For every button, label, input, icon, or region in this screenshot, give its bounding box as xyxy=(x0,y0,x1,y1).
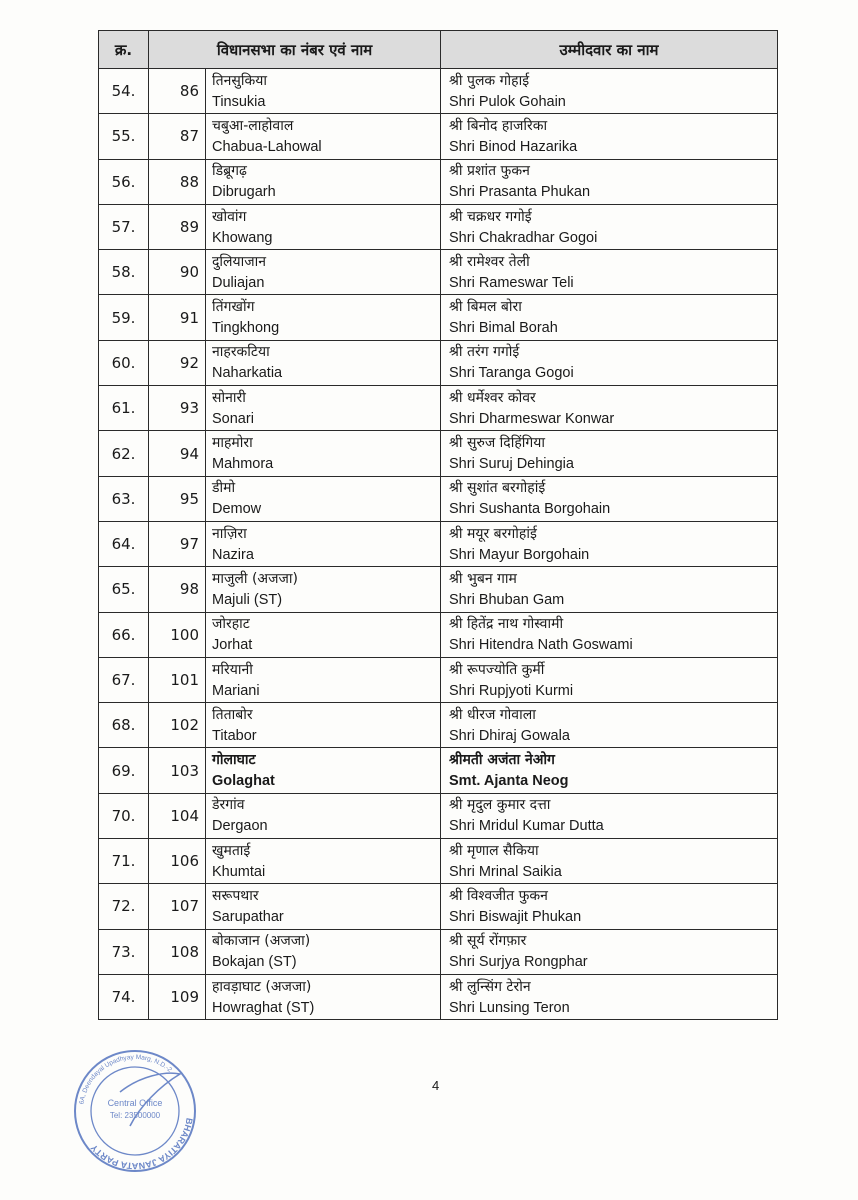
candidate-cell xyxy=(441,567,778,612)
table-row xyxy=(99,386,778,431)
constituency-cell xyxy=(206,567,441,612)
party-stamp-seal xyxy=(70,1046,200,1176)
serial-number: 54. xyxy=(99,69,149,114)
candidate-name-english: Shri Pulok Gohain xyxy=(449,93,566,110)
constituency-name-english: Khowang xyxy=(212,229,273,246)
candidate-name-english: Shri Rupjyoti Kurmi xyxy=(449,682,574,699)
table-row xyxy=(99,929,778,974)
candidate-cell xyxy=(441,521,778,566)
constituency-number: 106 xyxy=(149,839,206,884)
constituency-number: 102 xyxy=(149,703,206,748)
constituency-cell xyxy=(206,204,441,249)
candidate-cell xyxy=(441,340,778,385)
constituency-number: 87 xyxy=(149,114,206,159)
constituency-name-english: Chabua-Lahowal xyxy=(212,138,322,155)
constituency-name-english: Howraghat (ST) xyxy=(212,999,315,1016)
constituency-cell xyxy=(206,431,441,476)
candidate-name-hindi: श्री पुलक गोहाई xyxy=(449,72,530,89)
candidate-name-hindi: श्री सुशांत बरगोहांई xyxy=(449,480,546,497)
candidate-cell xyxy=(441,612,778,657)
candidate-name-english: Shri Dharmeswar Konwar xyxy=(449,410,615,427)
constituency-number: 86 xyxy=(149,69,206,114)
constituency-name-hindi: बोकाजान (अजजा) xyxy=(212,933,311,950)
table-row xyxy=(99,974,778,1019)
candidate-name-hindi: श्री मृदुल कुमार दत्ता xyxy=(449,797,551,814)
candidate-name-english: Shri Mrinal Saikia xyxy=(449,863,562,880)
serial-number: 74. xyxy=(99,974,149,1019)
serial-number: 64. xyxy=(99,521,149,566)
candidate-name-hindi: श्री मृणाल सैकिया xyxy=(449,842,539,859)
candidate-name-hindi: श्री धर्मेश्वर कोवर xyxy=(449,389,536,406)
candidate-name-english: Shri Binod Hazarika xyxy=(449,138,578,155)
constituency-name-hindi: तिनसुकिया xyxy=(212,72,267,89)
constituency-name-english: Demow xyxy=(212,501,262,518)
serial-number: 60. xyxy=(99,340,149,385)
constituency-name-english: Tinsukia xyxy=(212,93,266,110)
constituency-name-hindi: नाज़िरा xyxy=(212,525,247,542)
constituency-name-english: Duliajan xyxy=(212,274,265,291)
constituency-name-english: Jorhat xyxy=(212,637,253,654)
candidate-name-hindi: श्री विश्वजीत फुकन xyxy=(449,887,548,904)
table-row xyxy=(99,884,778,929)
constituency-name-english: Sonari xyxy=(212,410,254,427)
constituency-number: 97 xyxy=(149,521,206,566)
constituency-number: 90 xyxy=(149,250,206,295)
constituency-name-hindi: खुमताई xyxy=(212,842,251,859)
constituency-cell xyxy=(206,69,441,114)
candidate-name-english: Shri Surjya Rongphar xyxy=(449,954,588,971)
candidate-name-hindi: श्री सुरुज दिहिंगिया xyxy=(449,435,546,452)
constituency-cell xyxy=(206,748,441,793)
candidate-name-hindi: श्री बिनोद हाजरिका xyxy=(449,117,548,134)
serial-number: 58. xyxy=(99,250,149,295)
constituency-number: 107 xyxy=(149,884,206,929)
constituency-cell xyxy=(206,612,441,657)
constituency-cell xyxy=(206,114,441,159)
table-row xyxy=(99,476,778,521)
serial-number: 55. xyxy=(99,114,149,159)
candidate-cell xyxy=(441,114,778,159)
constituency-name-hindi: तिताबोर xyxy=(212,706,253,723)
constituency-number: 103 xyxy=(149,748,206,793)
constituency-name-hindi: डीमो xyxy=(212,480,236,497)
constituency-cell xyxy=(206,839,441,884)
table-row xyxy=(99,114,778,159)
header-constituency: विधानसभा का नंबर एवं नाम xyxy=(149,31,441,69)
candidate-name-english: Smt. Ajanta Neog xyxy=(449,773,569,790)
serial-number: 71. xyxy=(99,839,149,884)
candidate-cell xyxy=(441,295,778,340)
candidate-name-english: Shri Prasanta Phukan xyxy=(449,184,591,201)
constituency-cell xyxy=(206,159,441,204)
candidate-cell xyxy=(441,793,778,838)
serial-number: 63. xyxy=(99,476,149,521)
svg-text:Tel: 23500000: Tel: 23500000 xyxy=(109,1111,161,1120)
candidate-list-table xyxy=(98,30,778,1020)
candidate-name-english: Shri Bhuban Gam xyxy=(449,591,565,608)
constituency-cell xyxy=(206,521,441,566)
table-row xyxy=(99,521,778,566)
constituency-name-english: Nazira xyxy=(212,546,254,563)
candidate-name-hindi: श्री बिमल बोरा xyxy=(449,299,522,316)
candidate-cell xyxy=(441,839,778,884)
constituency-cell xyxy=(206,793,441,838)
constituency-cell xyxy=(206,929,441,974)
candidate-name-hindi: श्री हितेंद्र नाथ गोस्वामी xyxy=(449,616,564,633)
serial-number: 72. xyxy=(99,884,149,929)
svg-text:Central Office: Central Office xyxy=(107,1098,163,1108)
candidate-cell xyxy=(441,884,778,929)
table-row xyxy=(99,703,778,748)
constituency-number: 91 xyxy=(149,295,206,340)
constituency-name-hindi: नाहरकटिया xyxy=(212,344,270,361)
svg-text:6A, Deendayal Upadhyay Marg, N: 6A, Deendayal Upadhyay Marg, N.D.-2 xyxy=(78,1053,173,1105)
constituency-name-hindi: तिंगखोंग xyxy=(212,299,255,316)
table-row xyxy=(99,748,778,793)
serial-number: 56. xyxy=(99,159,149,204)
constituency-name-hindi: हावड़ाघाट (अजजा) xyxy=(212,978,312,995)
candidate-name-english: Shri Dhiraj Gowala xyxy=(449,727,570,744)
candidate-name-hindi: श्री चक्रधर गगोई xyxy=(449,208,532,225)
constituency-name-hindi: माजुली (अजजा) xyxy=(212,570,298,587)
candidate-name-english: Shri Suruj Dehingia xyxy=(449,456,574,473)
constituency-cell xyxy=(206,657,441,702)
table-header-row xyxy=(99,31,778,69)
page-number: 4 xyxy=(432,1078,440,1093)
candidate-cell xyxy=(441,974,778,1019)
table-row xyxy=(99,340,778,385)
candidate-name-english: Shri Mridul Kumar Dutta xyxy=(449,818,604,835)
constituency-number: 95 xyxy=(149,476,206,521)
candidate-cell xyxy=(441,929,778,974)
candidate-name-english: Shri Chakradhar Gogoi xyxy=(449,229,598,246)
constituency-number: 88 xyxy=(149,159,206,204)
candidate-name-hindi: श्री मयूर बरगोहांई xyxy=(449,525,537,542)
table-row xyxy=(99,839,778,884)
candidate-cell xyxy=(441,386,778,431)
constituency-name-english: Golaghat xyxy=(212,773,275,790)
candidate-name-hindi: श्री धीरज गोवाला xyxy=(449,706,536,723)
serial-number: 68. xyxy=(99,703,149,748)
candidate-name-hindi: श्री सूर्य रोंगफ़ार xyxy=(449,933,527,950)
constituency-number: 101 xyxy=(149,657,206,702)
candidate-cell xyxy=(441,204,778,249)
candidate-name-english: Shri Hitendra Nath Goswami xyxy=(449,637,633,654)
serial-number: 73. xyxy=(99,929,149,974)
constituency-number: 108 xyxy=(149,929,206,974)
serial-number: 70. xyxy=(99,793,149,838)
candidate-name-hindi: श्री रूपज्योति कुर्मी xyxy=(449,661,545,678)
candidate-name-hindi: श्री भुबन गाम xyxy=(449,570,517,587)
constituency-name-english: Titabor xyxy=(212,727,257,744)
header-sno: क्र. xyxy=(99,31,149,69)
candidate-cell xyxy=(441,703,778,748)
constituency-number: 104 xyxy=(149,793,206,838)
candidate-name-hindi: श्रीमती अजंता नेओग xyxy=(449,752,555,769)
constituency-cell xyxy=(206,295,441,340)
table-row xyxy=(99,250,778,295)
constituency-number: 93 xyxy=(149,386,206,431)
constituency-name-english: Sarupathar xyxy=(212,908,284,925)
constituency-name-english: Naharkatia xyxy=(212,365,283,382)
candidate-name-english: Shri Rameswar Teli xyxy=(449,274,574,291)
table-row xyxy=(99,69,778,114)
candidate-cell xyxy=(441,69,778,114)
serial-number: 69. xyxy=(99,748,149,793)
candidate-name-hindi: श्री प्रशांत फुकन xyxy=(449,163,530,180)
constituency-number: 100 xyxy=(149,612,206,657)
constituency-cell xyxy=(206,476,441,521)
constituency-cell xyxy=(206,386,441,431)
constituency-name-english: Mahmora xyxy=(212,456,274,473)
constituency-number: 98 xyxy=(149,567,206,612)
serial-number: 62. xyxy=(99,431,149,476)
constituency-name-hindi: डिब्रूगढ़ xyxy=(212,163,247,180)
table-row xyxy=(99,567,778,612)
table-row xyxy=(99,431,778,476)
constituency-number: 92 xyxy=(149,340,206,385)
constituency-name-english: Khumtai xyxy=(212,863,266,880)
candidate-cell xyxy=(441,250,778,295)
constituency-name-english: Dergaon xyxy=(212,818,268,835)
constituency-name-hindi: दुलियाजान xyxy=(212,253,267,270)
candidate-name-hindi: श्री रामेश्वर तेली xyxy=(449,253,530,270)
constituency-number: 94 xyxy=(149,431,206,476)
constituency-number: 89 xyxy=(149,204,206,249)
constituency-name-hindi: गोलाघाट xyxy=(212,752,256,769)
constituency-number: 109 xyxy=(149,974,206,1019)
table-row xyxy=(99,793,778,838)
serial-number: 66. xyxy=(99,612,149,657)
candidate-cell xyxy=(441,476,778,521)
constituency-cell xyxy=(206,340,441,385)
constituency-name-english: Tingkhong xyxy=(212,320,280,337)
candidate-name-english: Shri Bimal Borah xyxy=(449,320,558,337)
constituency-name-hindi: डेरगांव xyxy=(212,797,245,814)
candidate-name-english: Shri Taranga Gogoi xyxy=(449,365,574,382)
table-row xyxy=(99,204,778,249)
serial-number: 61. xyxy=(99,386,149,431)
candidate-name-english: Shri Sushanta Borgohain xyxy=(449,501,611,518)
constituency-cell xyxy=(206,703,441,748)
constituency-name-english: Majuli (ST) xyxy=(212,591,283,608)
constituency-name-english: Bokajan (ST) xyxy=(212,954,297,971)
serial-number: 59. xyxy=(99,295,149,340)
constituency-name-hindi: जोरहाट xyxy=(212,616,250,633)
constituency-name-hindi: सोनारी xyxy=(212,389,246,406)
candidate-name-english: Shri Lunsing Teron xyxy=(449,999,570,1016)
constituency-name-hindi: मरियानी xyxy=(212,661,253,678)
candidate-cell xyxy=(441,159,778,204)
constituency-cell xyxy=(206,974,441,1019)
constituency-cell xyxy=(206,884,441,929)
candidate-name-hindi: श्री तरंग गगोई xyxy=(449,344,520,361)
candidate-cell xyxy=(441,657,778,702)
constituency-name-hindi: चबुआ-लाहोवाल xyxy=(212,117,294,134)
candidate-name-english: Shri Biswajit Phukan xyxy=(449,908,582,925)
constituency-name-hindi: सरूपथार xyxy=(212,887,259,904)
constituency-name-english: Dibrugarh xyxy=(212,184,276,201)
serial-number: 57. xyxy=(99,204,149,249)
header-candidate: उम्मीदवार का नाम xyxy=(441,31,778,69)
constituency-name-hindi: माहमोरा xyxy=(212,435,253,452)
table-row xyxy=(99,612,778,657)
serial-number: 65. xyxy=(99,567,149,612)
table-row xyxy=(99,295,778,340)
candidate-name-hindi: श्री लुन्सिंग टेरोन xyxy=(449,978,531,995)
candidate-cell xyxy=(441,748,778,793)
constituency-cell xyxy=(206,250,441,295)
constituency-name-english: Mariani xyxy=(212,682,260,699)
candidate-name-english: Shri Mayur Borgohain xyxy=(449,546,590,563)
table-row xyxy=(99,159,778,204)
constituency-name-hindi: खोवांग xyxy=(212,208,247,225)
candidate-cell xyxy=(441,431,778,476)
table-row xyxy=(99,657,778,702)
svg-text:BHARATIYA JANATA PARTY: BHARATIYA JANATA PARTY xyxy=(88,1117,195,1172)
serial-number: 67. xyxy=(99,657,149,702)
